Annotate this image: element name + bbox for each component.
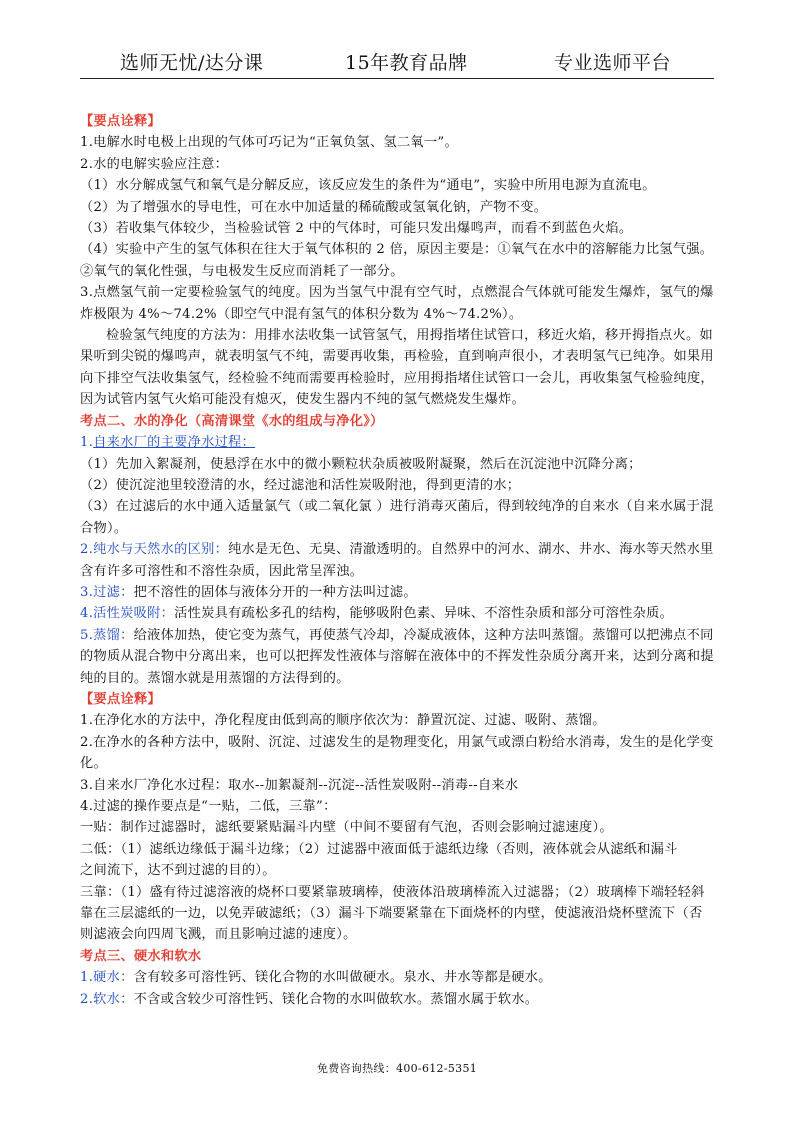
- paragraph: 检验氢气纯度的方法为：用排水法收集一试管氢气，用拇指堵住试管口，移近火焰，移开拇指点火。如果听到尖锐的爆鸣声，就表明氢气不纯，需要再收集，再检验，直到响声很小，才表明氢气已纯净。如果用向下排空气法收集氢气，经检验不纯而需要再检验时，应用拇指堵住试管口一会儿，再收集氢气检验纯度，因为试管内氢气火焰可能没有熄灭，使发生器内不纯的氢气燃烧发生爆炸。: [80, 328, 714, 408]
- item-text: 不含或含较少可溶性钙、镁化合物的水叫做软水。蒸馏水属于软水。: [133, 991, 539, 1007]
- item-label: 3.过滤：: [80, 584, 134, 600]
- paragraph: [80, 625, 714, 689]
- document-body: [80, 111, 714, 1010]
- paragraph: 之间流下，达不到过滤的目的）。: [80, 863, 276, 879]
- paragraph: [80, 432, 714, 453]
- paragraph: [80, 989, 714, 1010]
- item-label: 5.蒸馏：: [80, 627, 134, 643]
- item-text: 纯水是无色、无臭、清澈透明的。自然界中的河水、湖水、井水、海水等天然水里含有许多可溶性和不溶性杂质，因此常呈浑浊。: [80, 542, 714, 579]
- paragraph: （1）水分解成氢气和氧气是分解反应，该反应发生的条件为“通电”，实验中所用电源为直流电。: [80, 178, 656, 194]
- paragraph: [80, 967, 714, 988]
- paragraph: （2）为了增强水的导电性，可在水中加适量的稀硫酸或氢氧化钠，产物不变。: [80, 199, 548, 215]
- paragraph: （3）若收集气体较少，当检验试管 2 中的气体时，可能只发出爆鸣声，而看不到蓝色火焰。: [80, 221, 633, 237]
- item-label: 1.: [80, 435, 94, 451]
- item-label: 2.纯水与天然水的区别：: [80, 542, 229, 558]
- paragraph: 2.水的电解实验应注意：: [80, 156, 229, 172]
- header-middle-slogan: 15年教育品牌: [345, 52, 468, 74]
- header-right-slogan: 专业选师平台: [554, 52, 672, 74]
- item-label: 2.软水：: [80, 991, 134, 1007]
- paragraph: 3.自来水厂净化水过程：取水--加絮凝剂--沉淀--活性炭吸附--消毒--自来水: [80, 777, 519, 793]
- section-heading: 【要点诠释】: [80, 691, 161, 707]
- item-text: 含有较多可溶性钙、镁化合物的水叫做硬水。泉水、井水等都是硬水。: [133, 970, 552, 986]
- item-text: 把不溶性的固体与液体分开的一种方法叫过滤。: [133, 584, 417, 600]
- paragraph: [80, 582, 714, 603]
- paragraph: 4.过滤的操作要点是“一贴，二低，三靠”：: [80, 799, 337, 814]
- paragraph: 2.在净水的各种方法中，吸附、沉淀、过滤发生的是物理变化，用氯气或漂白粉给水消毒，发生的是化学变化。: [80, 734, 714, 772]
- item-label: 1.硬水：: [80, 970, 134, 986]
- item-text: 给液体加热，使它变为蒸气，再使蒸气冷却，冷凝成液体，这种方法叫蒸馏。蒸馏可以把沸点不同的物质从混合物中分离出来，也可以把挥发性液体与溶解在液体中的不挥发性杂质分离开来，达到分离和提纯的目的。蒸馏水就是用蒸馏的方法得到的。: [80, 627, 714, 686]
- paragraph: （2）使沉淀池里较澄清的水，经过滤池和活性炭吸附池，得到更清的水；: [80, 477, 521, 493]
- paragraph: [80, 539, 714, 582]
- paragraph: 三靠：（1）盛有待过滤溶液的烧杯口要紧靠玻璃棒，使液体沿玻璃棒流入过滤器；（2）玻璃棒下端轻轻斜靠在三层滤纸的一边，以免弄破滤纸；（3）漏斗下端要紧靠在下面烧杯的内壁，使滤液沿烧杯壁流下（否则滤液会向四周飞溅，而且影响过滤的速度）。: [80, 884, 705, 943]
- paragraph: （1）先加入絮凝剂，使悬浮在水中的微小颗粒状杂质被吸附凝聚，然后在沉淀池中沉降分离；: [80, 456, 642, 472]
- paragraph: 一贴：制作过滤器时，滤纸要紧贴漏斗内壁（中间不要留有气泡，否则会影响过滤速度）。: [80, 820, 613, 836]
- item-text: 活性炭具有疏松多孔的结构，能够吸附色素、异味、不溶性杂质和部分可溶性杂质。: [174, 606, 674, 622]
- page-header: [80, 44, 714, 79]
- item-label: 4.活性炭吸附：: [80, 606, 175, 622]
- header-left-brand: 选师无忧/达分课: [120, 52, 264, 74]
- paragraph: 1.电解水时电极上出现的气体可巧记为“正氧负氢、氢二氧一”。: [80, 135, 458, 151]
- paragraph: [80, 603, 714, 624]
- section-heading: 考点三、硬水和软水: [80, 948, 202, 964]
- item-label: 自来水厂的主要净水过程：: [93, 435, 256, 451]
- footer-hotline: 免费咨询热线：400-612-5351: [316, 1062, 478, 1075]
- paragraph: 二低：（1）滤纸边缘低于漏斗边缘；（2）过滤器中液面低于滤纸边缘（否则，液体就会从滤纸和漏斗: [80, 841, 678, 857]
- paragraph: 1.在净化水的方法中，净化程度由低到高的顺序依次为：静置沉淀、过滤、吸附、蒸馏。: [80, 713, 606, 729]
- paragraph: （4）实验中产生的氢气体积在往大于氧气体积的 2 倍，原因主要是：①氧气在水中的溶解能力比氢气强。②氧气的氧化性强，与电极发生反应而消耗了一部分。: [80, 242, 714, 279]
- paragraph: （3）在过滤后的水中通入适量氯气（或二氧化氯 ）进行消毒灭菌后，得到较纯净的自来水（自来水属于混合物）。: [80, 499, 714, 536]
- paragraph: 3.点燃氢气前一定要检验氢气的纯度。因为当氢气中混有空气时，点燃混合气体就可能发生爆炸，氢气的爆炸极限为 4%～74.2%（即空气中混有氢气的体积分数为 4%～74.2%）。: [80, 285, 714, 322]
- section-heading: 考点二、水的净化（高清课堂《水的组成与净化》）: [80, 413, 384, 429]
- section-heading: 【要点诠释】: [80, 114, 161, 129]
